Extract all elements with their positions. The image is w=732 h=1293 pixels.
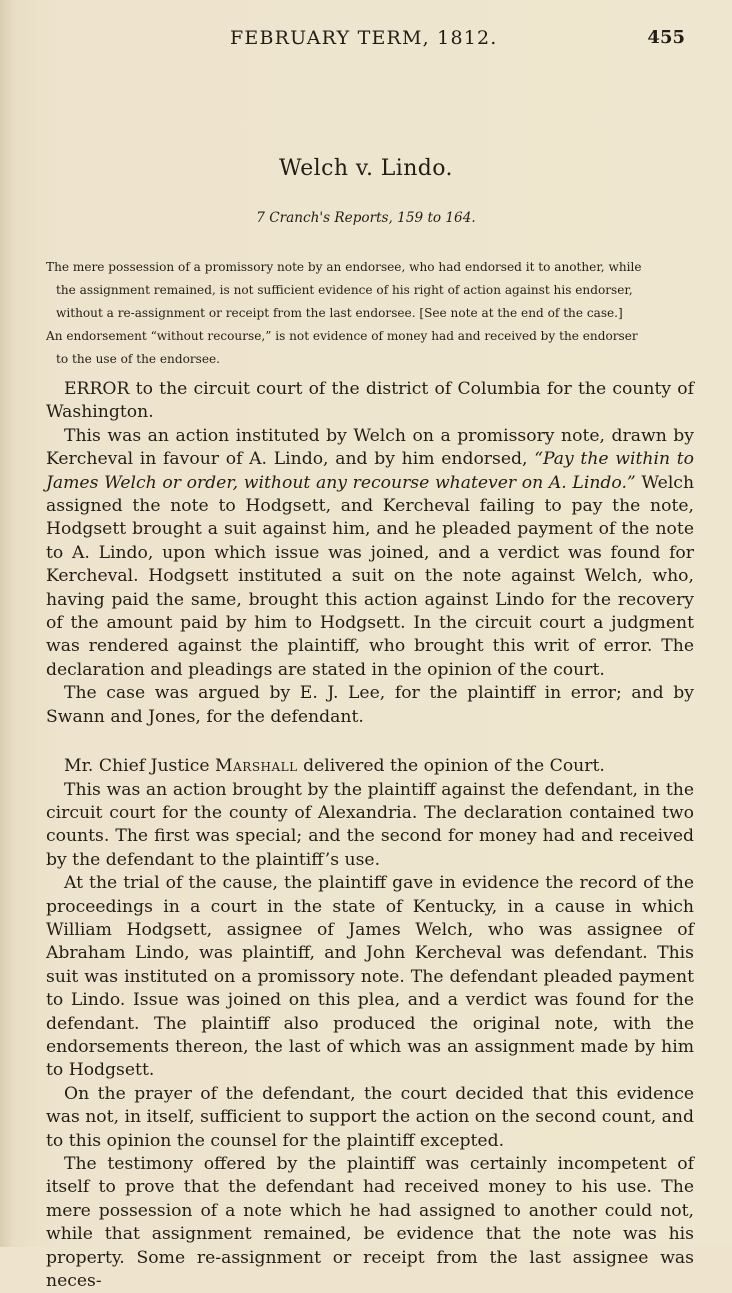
paragraph-text: This was an action brought by the plaintiff against the defendant, in the circuit court for the county of Alexandria. The declaration contained two counts. The first was special; and the second for money had and received by the defendant to the plaintiff’s use.	[46, 779, 694, 870]
paragraph-text: At the trial of the cause, the plaintiff gave in evidence the record of the proceedings in a court in the state of Kentucky, in a cause in which William Hodgsett, assignee of James Welch, who was assignee of Abraham Lindo, was plaintiff, and John Kercheval was defendant. This suit was instituted on a promissory note. The defendant pleaded payment to Lindo. Issue was joined on this plea, and a verdict was found for the defendant. The plaintiff also produced the original note, with the endorsements thereon, the last of which was an assignment made by him to Hodgsett.	[46, 873, 694, 1081]
headnote-line: to the use of the endorsee.	[56, 352, 220, 366]
headnote-line: An endorsement “without recourse,” is not evidence of money had and received by the endorser	[46, 329, 638, 343]
endorsement-quote: “Pay the within to James Welch or order, without any recourse whatever on A. Lindo.”	[46, 449, 694, 493]
body-paragraph	[46, 1083, 694, 1153]
opinion-intro	[46, 755, 694, 778]
headnotes	[46, 256, 696, 371]
page-header	[0, 27, 732, 55]
section-gap	[46, 729, 694, 755]
headnote	[46, 325, 696, 371]
headnote-line: without a re-assignment or receipt from the last endorsee. [See note at the end of the case.]	[56, 306, 623, 320]
running-head: FEBRUARY TERM, 1812.	[230, 27, 498, 49]
headnote-line: The mere possession of a promissory note by an endorsee, who had endorsed it to another, while	[46, 260, 642, 274]
paragraph-text: The testimony offered by the plaintiff was certainly incompetent of itself to prove that the defendant had received money to his use. The mere possession of a note which he had assigned to another could not, while that assignment remained, be evidence that the note was his property. Some re-assignment or receipt from the last assignee was neces-	[46, 1154, 694, 1292]
body-paragraph	[46, 425, 694, 682]
paragraph-text: This was an action instituted by Welch on a promissory note, drawn by Kercheval in favour of A. Lindo, and by him endorsed,	[46, 425, 694, 470]
body-paragraph	[46, 682, 694, 729]
body-paragraph	[46, 779, 694, 873]
body-paragraph	[46, 378, 694, 425]
body-paragraph	[46, 872, 694, 1083]
paragraph-text: ERROR to the circuit court of the district of Columbia for the county of Washington.	[46, 379, 694, 423]
page-number: 455	[647, 27, 685, 48]
case-citation: 7 Cranch's Reports, 159 to 164.	[256, 210, 476, 226]
paragraph-text: Mr. Chief Justice	[64, 756, 216, 777]
headnote	[46, 256, 696, 325]
body-paragraph	[46, 1153, 694, 1293]
opinion-body	[46, 378, 694, 1293]
paragraph-text: Welch assigned the note to Hodgsett, and Kercheval failing to pay the note, Hodgsett brought a suit against him, and he pleaded payment of the note to A. Lindo, upon which issue was joined, and a verdict was found for Kercheval. Hodgsett instituted a suit on the note against Welch, who, having paid the same, brought this action against Lindo for the recovery of the amount paid by him to Hodgsett. In the circuit court a judgment was rendered against the plaintiff, who brought this writ of error. The declaration and pleadings are stated in the opinion of the court.	[46, 472, 695, 680]
paragraph-text: delivered the opinion of the Court.	[297, 756, 605, 777]
headnote-line: the assignment remained, is not sufficient evidence of his right of action against his endorser,	[56, 283, 633, 297]
justice-name: Marshall	[215, 756, 298, 777]
paragraph-text: On the prayer of the defendant, the court decided that this evidence was not, in itself, sufficient to support the action on the second count, and to this opinion the counsel for the plaintiff excepted.	[46, 1083, 694, 1151]
case-title: Welch v. Lindo.	[279, 156, 453, 181]
paragraph-text: The case was argued by E. J. Lee, for the plaintiff in error; and by Swann and Jones, for the defendant.	[46, 683, 694, 727]
